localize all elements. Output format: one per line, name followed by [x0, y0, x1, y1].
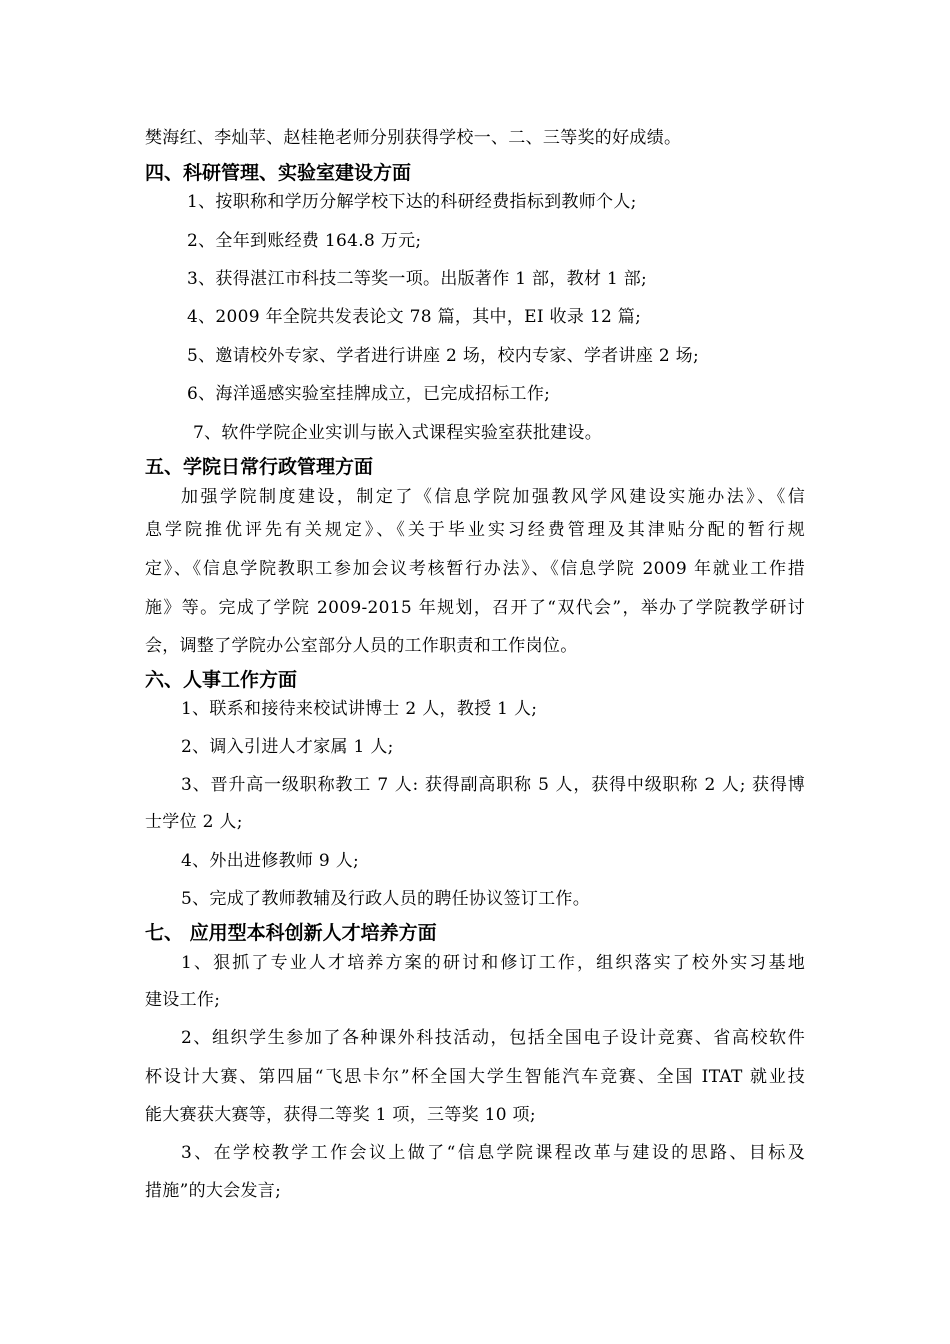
- section-7-line-2: 建设工作;: [145, 990, 221, 1010]
- section-5-line-4: 施》等。完成了学院 2009-2015 年规划，召开了“双代会”，举办了学院教学研讨: [145, 598, 805, 618]
- section-7-line-3: 2、组织学生参加了各种课外科技活动，包括全国电子设计竞赛、省高校软件: [181, 1028, 805, 1048]
- section-5-line-3: 定》、《信息学院教职工参加会议考核暂行办法》、《信息学院 2009 年就业工作措: [145, 559, 805, 579]
- section-7-line-7: 措施”的大会发言;: [145, 1181, 282, 1201]
- section-5-heading: 五、学院日常行政管理方面: [145, 456, 374, 478]
- section-7-heading: 七、 应用型本科创新人才培养方面: [145, 922, 437, 944]
- section-4-item-6: 6、海洋遥感实验室挂牌成立，已完成招标工作;: [187, 384, 551, 404]
- section-7-line-5: 能大赛获大赛等，获得二等奖 1 项，三等奖 10 项;: [145, 1105, 536, 1125]
- section-5-line-2: 息学院推优评先有关规定》、《关于毕业实习经费管理及其津贴分配的暂行规: [145, 520, 805, 540]
- section-4-item-2: 2、全年到账经费 164.8 万元;: [187, 231, 422, 251]
- section-7-line-1: 1、狠抓了专业人才培养方案的研讨和修订工作，组织落实了校外实习基地: [181, 953, 805, 973]
- section-7-line-6: 3、在学校教学工作会议上做了“信息学院课程改革与建设的思路、目标及: [181, 1143, 805, 1163]
- section-4-item-4: 4、2009 年全院共发表论文 78 篇，其中，EI 收录 12 篇;: [187, 307, 642, 327]
- section-7-line-4: 杯设计大赛、第四届“飞思卡尔”杯全国大学生智能汽车竞赛、全国 ITAT 就业技: [145, 1067, 805, 1087]
- section-6-line-6: 5、完成了教师教辅及行政人员的聘任协议签订工作。: [181, 889, 591, 909]
- section-4-item-1: 1、按职称和学历分解学校下达的科研经费指标到教师个人;: [187, 192, 637, 212]
- section-4-item-3: 3、获得湛江市科技二等奖一项。出版著作 1 部，教材 1 部;: [187, 269, 648, 289]
- section-6-line-3: 3、晋升高一级职称教工 7 人: 获得副高职称 5 人，获得中级职称 2 人; 获得博: [181, 775, 805, 795]
- section-5-line-1: 加强学院制度建设，制定了《信息学院加强教风学风建设实施办法》、《信: [181, 487, 805, 507]
- section-4-heading: 四、科研管理、实验室建设方面: [145, 162, 412, 184]
- section-6-heading: 六、人事工作方面: [145, 669, 298, 691]
- section-6-line-2: 2、调入引进人才家属 1 人;: [181, 737, 394, 757]
- section-4-item-7: 7、软件学院企业实训与嵌入式课程实验室获批建设。: [193, 423, 603, 443]
- section-6-line-4: 士学位 2 人;: [145, 812, 243, 832]
- section-4-item-5: 5、邀请校外专家、学者进行讲座 2 场，校内专家、学者讲座 2 场;: [187, 346, 699, 366]
- section-6-line-5: 4、外出进修教师 9 人;: [181, 851, 360, 871]
- section-6-line-1: 1、联系和接待来校试讲博士 2 人，教授 1 人;: [181, 699, 538, 719]
- intro-line: 樊海红、李灿苹、赵桂艳老师分别获得学校一、二、三等奖的好成绩。: [145, 128, 682, 148]
- section-5-line-5: 会，调整了学院办公室部分人员的工作职责和工作岗位。: [145, 636, 578, 656]
